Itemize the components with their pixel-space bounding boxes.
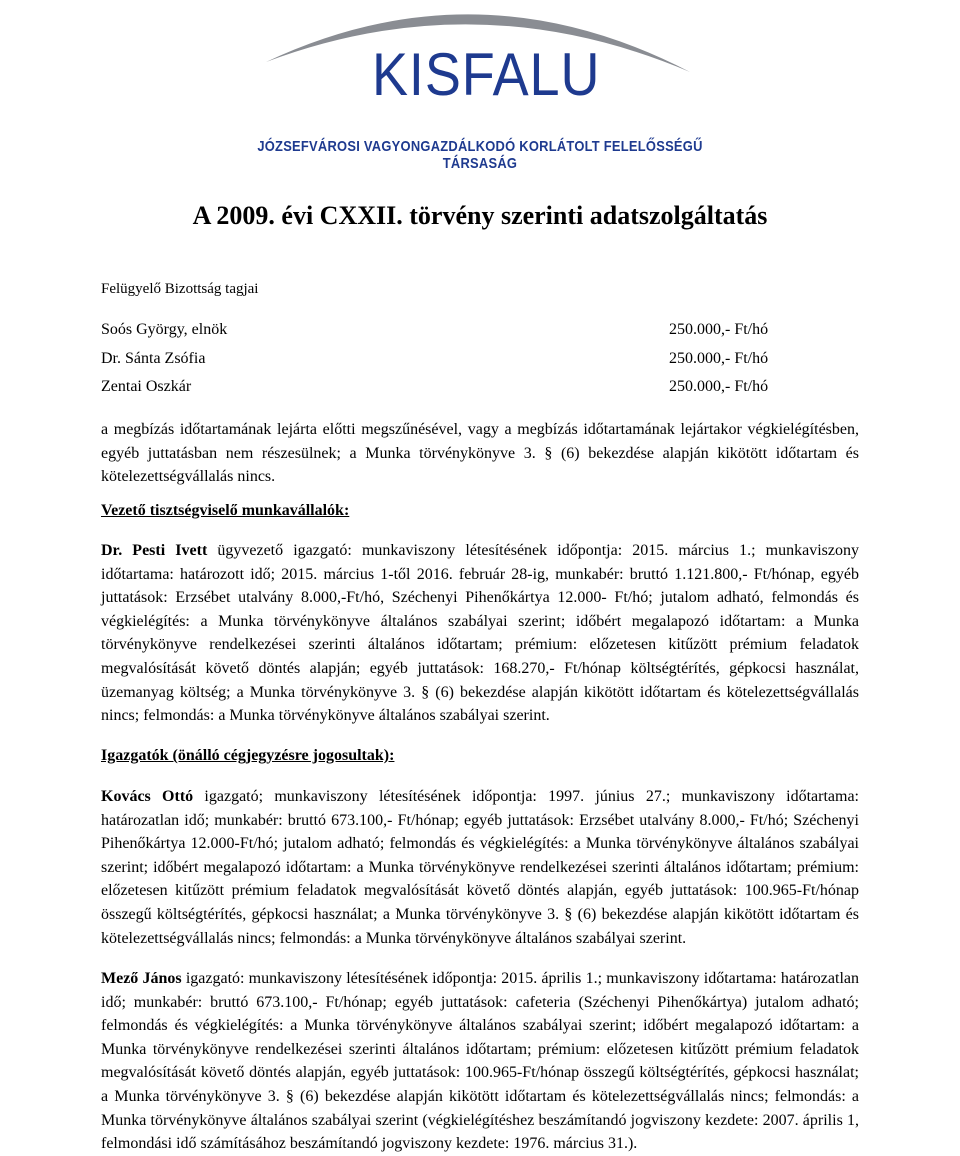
director-details: igazgató; munkaviszony létesítésének időpontja: 1997. június 27.; munkaviszony időtartama: határozatlan idő; munkabér: bruttó 673.100,- Ft/hónap; egyéb juttatások: Erzsébet utalvány 8.000,- Ft/hó; Széchenyi Pihenőkártya 12.000-Ft/hó; jutalom adható; felmondás és végkielégítés: a Munka törvénykönyve általános szabályai szerint; időbért megalapozó időtartam: a Munka törvénykönyve rendelkezései szerinti általános időtartam; prémium: előzetesen kitűzött prémium feladatok megvalósítását követő döntés alapján, egyéb juttatások: 100.965-Ft/hónap összegű költségtérítés, gépkocsi használat; a Munka törvénykönyve 3. § (6) bekezdése alapján kikötött időtartam és kötelezettségvállalás nincs; felmondás: a Munka törvénykönyve általános szabályai szerint. — [101, 788, 860, 947]
member-row — [101, 373, 859, 402]
director-name: Mező János — [101, 970, 182, 987]
director-paragraph — [101, 785, 859, 950]
directors-heading: Igazgatók (önálló cégjegyzésre jogosultak): — [101, 747, 395, 764]
supervisory-note: a megbízás időtartamának lejárta előtti megszűnésével, vagy a megbízás időtartamának lejártakor végkielégítésben, egyéb juttatásban nem részesülnek; a Munka törvénykönyve 3. § (6) bekezdése alapján kikötött időtartam és kötelezettségvállalás nincs. — [101, 421, 859, 486]
page-title: A 2009. évi CXXII. törvény szerinti adatszolgáltatás — [192, 201, 768, 230]
executives-heading: Vezető tisztségviselő munkavállalók: — [101, 502, 350, 519]
director-paragraph — [101, 967, 859, 1156]
director-details: igazgató: munkaviszony létesítésének időpontja: 2015. április 1.; munkaviszony időtartama: határozatlan idő; munkabér: bruttó 673.100,- Ft/hónap; egyéb juttatások: cafeteria (Széchenyi Pihenőkártya) jutalom adható; felmondás és végkielégítés: a Munka törvénykönyve általános szabályai szerint; időbért megalapozó időtartam: a Munka törvénykönyve rendelkezései szerinti általános időtartam; prémium: előzetesen kitűzött prémium feladatok megvalósítását követő döntés alapján, egyéb juttatások: 100.965-Ft/hónap összegű költségtérítés, gépkocsi használat; a Munka törvénykönyve 3. § (6) bekezdése alapján kikötött időtartam és kötelezettségvállalás nincs; felmondás: a Munka törvénykönyve általános szabályai szerint (végkielégítéshez beszámítandó jogviszony kezdete: 2007. április 1, felmondási idő számításához beszámítandó jogviszony kezdete: 1976. március 31.). — [101, 970, 860, 1153]
member-fee: 250.000,- Ft/hó — [669, 349, 769, 367]
executive-paragraph — [101, 539, 859, 728]
member-row — [101, 316, 859, 345]
member-fee: 250.000,- Ft/hó — [669, 378, 769, 395]
executive-details: ügyvezető igazgató: munkaviszony létesítésének időpontja: 2015. március 1.; munkaviszony időtartama: határozott idő; 2015. március 1-től 2016. február 28-ig, munkabér: bruttó 1.121.800,- Ft/hónap, egyéb juttatások: Erzsébet utalvány 8.000,-Ft/hó, Széchenyi Pihenőkártya 12.000- Ft/hó; jutalom adható, felmondás és végkielégítés: a Munka törvénykönyve általános szabályai szerint; időbért megalapozó időtartam: a Munka törvénykönyve rendelkezései szerinti általános időtartam; prémium: előzetesen kitűzött prémium feladatok megvalósítását követő döntés alapján; egyéb juttatások: 168.270,- Ft/hónap költségtérítés, gépkocsi használat, üzemanyag költség; a Munka törvénykönyve 3. § (6) bekezdése alapján kikötött időtartam és kötelezettségvállalás nincs; felmondás: a Munka törvénykönyve általános szabályai szerint. — [101, 542, 859, 725]
member-name: Soós György, elnök — [101, 321, 228, 338]
member-row — [101, 345, 859, 374]
company-logo — [0, 0, 960, 170]
member-name: Dr. Sánta Zsófia — [101, 349, 206, 367]
executive-name: Dr. Pesti Ivett — [101, 542, 208, 559]
director-name: Kovács Ottó — [101, 788, 194, 805]
member-fee: 250.000,- Ft/hó — [669, 321, 769, 338]
logo-wordmark: KISFALU — [372, 41, 601, 108]
supervisory-board-label: Felügyelő Bizottság tagjai — [101, 281, 259, 297]
member-name: Zentai Oszkár — [101, 378, 192, 395]
supervisory-members-list — [101, 316, 859, 402]
logo-company-name: JÓZSEFVÁROSI VAGYONGAZDÁLKODÓ KORLÁTOLT FELELŐSSÉGŰ TÁRSASÁG — [257, 138, 703, 172]
